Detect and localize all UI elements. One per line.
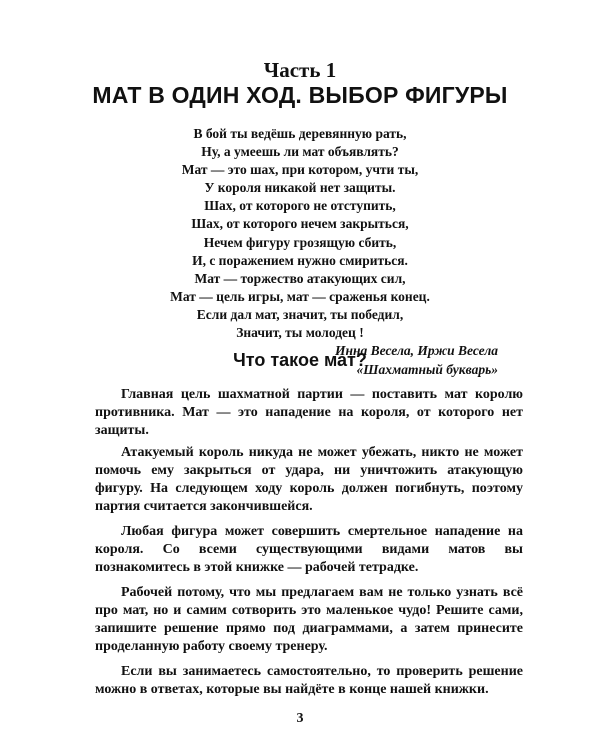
poem-source: «Шахматный букварь» xyxy=(356,361,498,377)
poem-line: Нечем фигуру грозящую сбить, xyxy=(203,234,397,250)
part-title: МАТ В ОДИН ХОД. ВЫБОР ФИГУРЫ xyxy=(92,82,508,108)
section-body xyxy=(95,386,523,706)
paragraph: Если вы занимаетесь самостоятельно, то проверить решение можно в ответах, которые вы найдёте в конце нашей книжки. xyxy=(95,664,523,697)
part-number: Часть 1 xyxy=(263,58,337,82)
paragraph: Главная цель шахматной партии — поставить мат королю противника. Мат — это нападение на короля, от которого нет защиты. xyxy=(95,387,523,438)
poem-line: У короля никакой нет защиты. xyxy=(204,180,396,196)
poem-line: Мат — это шах, при котором, учти ты, xyxy=(181,162,419,178)
poem-line: Мат — торжество атакующих сил, xyxy=(194,270,406,286)
paragraph: Атакуемый король никуда не может убежать, никто не может помочь ему закрыться от удара, ни уничтожить атакующую фигуру. На следующем ходу король должен погибнуть, поэтому партия считается закончившейся. xyxy=(95,445,523,514)
poem-line: Значит, ты молодец ! xyxy=(236,325,364,341)
page-number: 3 xyxy=(296,711,304,726)
epigraph-poem xyxy=(100,125,500,379)
poem-line: И, с поражением нужно смириться. xyxy=(192,252,408,268)
section-heading: Что такое мат? xyxy=(233,350,367,370)
poem-line: Шах, от которого нечем закрыться, xyxy=(191,216,409,232)
paragraph: Рабочей потому, что мы предлагаем вам не только узнать всё про мат, но и самим сотворить это маленькое чудо! Решите сами, запишите решение прямо под диаграммами, а затем принесите проделанную работу своему тренеру. xyxy=(95,585,523,654)
poem-line: Ну, а умеешь ли мат объявлять? xyxy=(201,144,399,160)
poem-authors: Инна Весела, Иржи Весела xyxy=(335,343,498,359)
poem-line: В бой ты ведёшь деревянную рать, xyxy=(193,126,407,141)
poem-line: Если дал мат, значит, ты победил, xyxy=(196,306,404,322)
paragraph: Любая фигура может совершить смертельное нападение на короля. Со всеми существующими видами матов вы познакомитесь в этой книжке — рабочей тетрадке. xyxy=(95,524,523,575)
poem-line: Шах, от которого не отступить, xyxy=(204,198,396,214)
poem-line: Мат — цель игры, мат — сраженья конец. xyxy=(170,288,430,304)
